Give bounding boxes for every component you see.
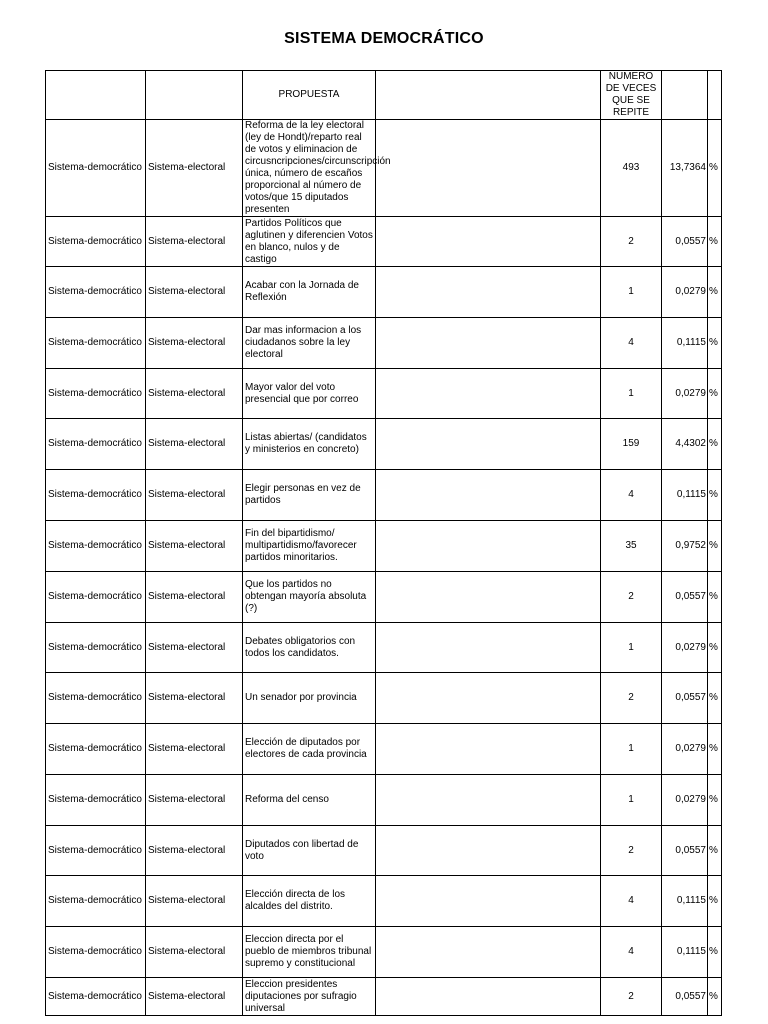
cell-porcentaje: 0,0557 bbox=[662, 826, 708, 876]
table-row bbox=[46, 673, 722, 724]
cell-veces: 4 bbox=[601, 927, 662, 978]
cell-propuesta: Debates obligatorios con todos los candidatos. bbox=[243, 623, 376, 673]
cell-propuesta: Reforma del censo bbox=[243, 775, 376, 826]
cell-veces: 2 bbox=[601, 572, 662, 623]
cell-tipo: Sistema-electoral bbox=[146, 470, 243, 521]
header-propuesta: PROPUESTA bbox=[243, 71, 376, 120]
header-cell-empty bbox=[376, 71, 601, 120]
cell-unidad: % bbox=[708, 826, 722, 876]
header-cell-empty bbox=[708, 71, 722, 120]
header-numero: NUMERO DE VECES QUE SE REPITE bbox=[601, 71, 662, 120]
cell-tipo: Sistema-electoral bbox=[146, 623, 243, 673]
cell-unidad: % bbox=[708, 673, 722, 724]
cell-sistema: Sistema-democrático bbox=[46, 217, 146, 267]
cell-porcentaje: 0,1115 bbox=[662, 318, 708, 369]
cell-unidad: % bbox=[708, 419, 722, 470]
cell-empty bbox=[376, 673, 601, 724]
cell-tipo: Sistema-electoral bbox=[146, 673, 243, 724]
header-cell-empty bbox=[46, 71, 146, 120]
cell-tipo: Sistema-electoral bbox=[146, 572, 243, 623]
cell-veces: 159 bbox=[601, 419, 662, 470]
cell-sistema: Sistema-democrático bbox=[46, 369, 146, 419]
table-body bbox=[46, 71, 722, 1016]
cell-veces: 493 bbox=[601, 120, 662, 217]
cell-porcentaje: 0,0557 bbox=[662, 978, 708, 1016]
cell-sistema: Sistema-democrático bbox=[46, 267, 146, 318]
cell-veces: 1 bbox=[601, 724, 662, 775]
cell-empty bbox=[376, 318, 601, 369]
cell-unidad: % bbox=[708, 217, 722, 267]
cell-unidad: % bbox=[708, 978, 722, 1016]
cell-veces: 1 bbox=[601, 775, 662, 826]
table-row bbox=[46, 724, 722, 775]
cell-unidad: % bbox=[708, 120, 722, 217]
cell-empty bbox=[376, 572, 601, 623]
cell-empty bbox=[376, 623, 601, 673]
cell-unidad: % bbox=[708, 470, 722, 521]
cell-empty bbox=[376, 217, 601, 267]
cell-veces: 4 bbox=[601, 318, 662, 369]
cell-sistema: Sistema-democrático bbox=[46, 673, 146, 724]
cell-propuesta: Elección directa de los alcaldes del distrito. bbox=[243, 876, 376, 927]
cell-unidad: % bbox=[708, 775, 722, 826]
cell-tipo: Sistema-electoral bbox=[146, 724, 243, 775]
cell-veces: 1 bbox=[601, 267, 662, 318]
cell-veces: 35 bbox=[601, 521, 662, 572]
cell-veces: 2 bbox=[601, 217, 662, 267]
table-row bbox=[46, 120, 722, 217]
table-row bbox=[46, 521, 722, 572]
cell-empty bbox=[376, 927, 601, 978]
cell-propuesta: Fin del bipartidismo/ multipartidismo/favorecer partidos minoritarios. bbox=[243, 521, 376, 572]
cell-propuesta: Partidos Políticos que aglutinen y diferencien Votos en blanco, nulos y de castigo bbox=[243, 217, 376, 267]
cell-propuesta: Acabar con la Jornada de Reflexión bbox=[243, 267, 376, 318]
cell-tipo: Sistema-electoral bbox=[146, 267, 243, 318]
cell-porcentaje: 0,1115 bbox=[662, 927, 708, 978]
cell-tipo: Sistema-electoral bbox=[146, 419, 243, 470]
cell-unidad: % bbox=[708, 369, 722, 419]
cell-propuesta: Dar mas informacion a los ciudadanos sobre la ley electoral bbox=[243, 318, 376, 369]
cell-tipo: Sistema-electoral bbox=[146, 927, 243, 978]
table-row bbox=[46, 927, 722, 978]
cell-empty bbox=[376, 369, 601, 419]
cell-veces: 4 bbox=[601, 470, 662, 521]
cell-porcentaje: 4,4302 bbox=[662, 419, 708, 470]
table-row bbox=[46, 318, 722, 369]
table-row bbox=[46, 267, 722, 318]
cell-propuesta: Que los partidos no obtengan mayoría absoluta (?) bbox=[243, 572, 376, 623]
cell-porcentaje: 13,7364 bbox=[662, 120, 708, 217]
cell-porcentaje: 0,0279 bbox=[662, 369, 708, 419]
header-row bbox=[46, 71, 722, 120]
cell-sistema: Sistema-democrático bbox=[46, 470, 146, 521]
cell-unidad: % bbox=[708, 927, 722, 978]
cell-tipo: Sistema-electoral bbox=[146, 978, 243, 1016]
cell-tipo: Sistema-electoral bbox=[146, 876, 243, 927]
table-row bbox=[46, 572, 722, 623]
cell-porcentaje: 0,0279 bbox=[662, 775, 708, 826]
cell-sistema: Sistema-democrático bbox=[46, 775, 146, 826]
page-title: SISTEMA DEMOCRÁTICO bbox=[284, 30, 484, 47]
cell-sistema: Sistema-democrático bbox=[46, 521, 146, 572]
cell-tipo: Sistema-electoral bbox=[146, 521, 243, 572]
cell-propuesta: Elegir personas en vez de partidos bbox=[243, 470, 376, 521]
cell-empty bbox=[376, 267, 601, 318]
cell-propuesta: Listas abiertas/ (candidatos y ministerios en concreto) bbox=[243, 419, 376, 470]
table-row bbox=[46, 775, 722, 826]
cell-tipo: Sistema-electoral bbox=[146, 120, 243, 217]
cell-sistema: Sistema-democrático bbox=[46, 120, 146, 217]
cell-empty bbox=[376, 470, 601, 521]
cell-propuesta: Eleccion presidentes diputaciones por sufragio universal bbox=[243, 978, 376, 1016]
cell-porcentaje: 0,0279 bbox=[662, 267, 708, 318]
cell-sistema: Sistema-democrático bbox=[46, 724, 146, 775]
cell-propuesta: Eleccion directa por el pueblo de miembros tribunal supremo y constitucional bbox=[243, 927, 376, 978]
cell-sistema: Sistema-democrático bbox=[46, 826, 146, 876]
cell-propuesta: Reforma de la ley electoral (ley de Hondt)/reparto real de votos y eliminacion de circusncripciones/circunscripción única, número de escaños proporcional al número de votos/que 15 diputados presenten bbox=[243, 120, 376, 217]
cell-sistema: Sistema-democrático bbox=[46, 623, 146, 673]
cell-unidad: % bbox=[708, 318, 722, 369]
table-row bbox=[46, 470, 722, 521]
table-row bbox=[46, 876, 722, 927]
cell-empty bbox=[376, 724, 601, 775]
cell-empty bbox=[376, 978, 601, 1016]
cell-porcentaje: 0,0557 bbox=[662, 673, 708, 724]
cell-unidad: % bbox=[708, 521, 722, 572]
table-row bbox=[46, 623, 722, 673]
cell-propuesta: Mayor valor del voto presencial que por correo bbox=[243, 369, 376, 419]
cell-empty bbox=[376, 826, 601, 876]
cell-unidad: % bbox=[708, 267, 722, 318]
cell-unidad: % bbox=[708, 572, 722, 623]
cell-unidad: % bbox=[708, 876, 722, 927]
table-row bbox=[46, 217, 722, 267]
cell-sistema: Sistema-democrático bbox=[46, 318, 146, 369]
cell-porcentaje: 0,0557 bbox=[662, 572, 708, 623]
cell-sistema: Sistema-democrático bbox=[46, 876, 146, 927]
cell-propuesta: Un senador por provincia bbox=[243, 673, 376, 724]
cell-sistema: Sistema-democrático bbox=[46, 927, 146, 978]
cell-empty bbox=[376, 120, 601, 217]
table-row bbox=[46, 826, 722, 876]
cell-veces: 2 bbox=[601, 978, 662, 1016]
cell-tipo: Sistema-electoral bbox=[146, 217, 243, 267]
cell-veces: 1 bbox=[601, 623, 662, 673]
cell-porcentaje: 0,0279 bbox=[662, 623, 708, 673]
header-cell-empty bbox=[146, 71, 243, 120]
table-row bbox=[46, 978, 722, 1016]
cell-tipo: Sistema-electoral bbox=[146, 318, 243, 369]
proposals-table bbox=[45, 70, 722, 1016]
cell-empty bbox=[376, 876, 601, 927]
cell-propuesta: Diputados con libertad de voto bbox=[243, 826, 376, 876]
cell-porcentaje: 0,1115 bbox=[662, 876, 708, 927]
cell-veces: 1 bbox=[601, 369, 662, 419]
cell-empty bbox=[376, 419, 601, 470]
cell-tipo: Sistema-electoral bbox=[146, 826, 243, 876]
table-row bbox=[46, 369, 722, 419]
cell-sistema: Sistema-democrático bbox=[46, 572, 146, 623]
cell-veces: 2 bbox=[601, 673, 662, 724]
cell-sistema: Sistema-democrático bbox=[46, 419, 146, 470]
cell-porcentaje: 0,0279 bbox=[662, 724, 708, 775]
cell-unidad: % bbox=[708, 623, 722, 673]
cell-tipo: Sistema-electoral bbox=[146, 775, 243, 826]
cell-porcentaje: 0,9752 bbox=[662, 521, 708, 572]
table-row bbox=[46, 419, 722, 470]
cell-empty bbox=[376, 521, 601, 572]
cell-veces: 2 bbox=[601, 826, 662, 876]
cell-empty bbox=[376, 775, 601, 826]
cell-veces: 4 bbox=[601, 876, 662, 927]
cell-propuesta: Elección de diputados por electores de cada provincia bbox=[243, 724, 376, 775]
cell-porcentaje: 0,1115 bbox=[662, 470, 708, 521]
cell-tipo: Sistema-electoral bbox=[146, 369, 243, 419]
cell-porcentaje: 0,0557 bbox=[662, 217, 708, 267]
header-cell-empty bbox=[662, 71, 708, 120]
cell-sistema: Sistema-democrático bbox=[46, 978, 146, 1016]
cell-unidad: % bbox=[708, 724, 722, 775]
